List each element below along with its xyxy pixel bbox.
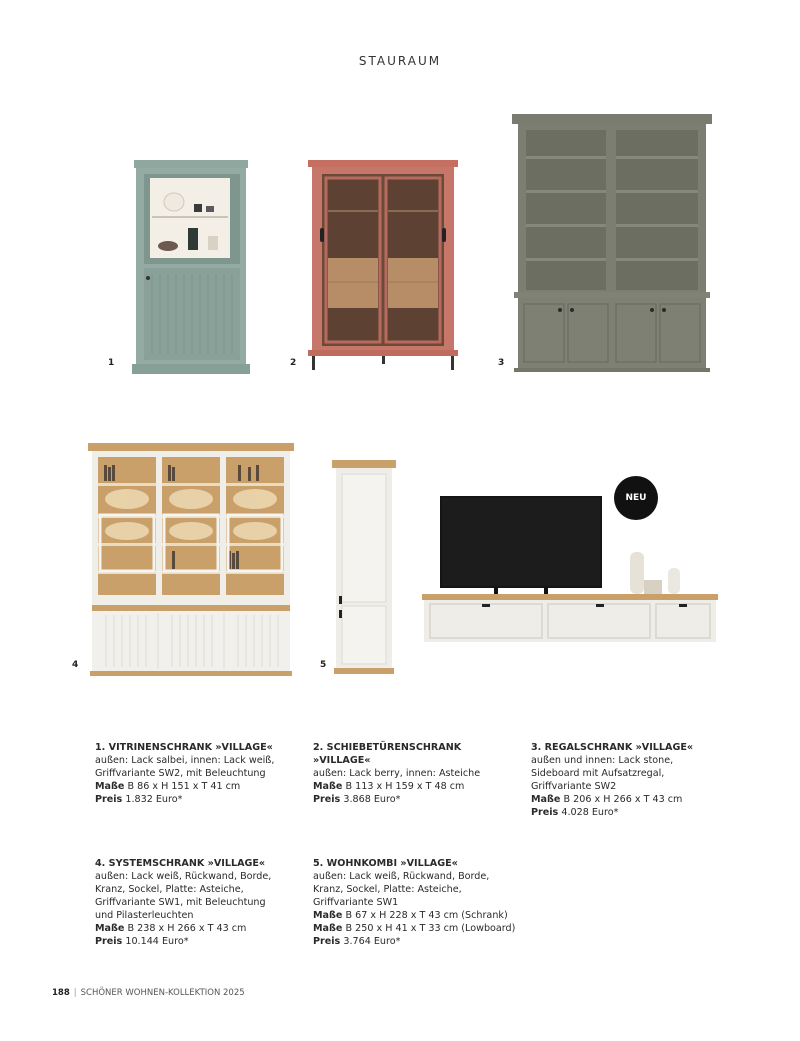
product-title: 2. SCHIEBETÜRENSCHRANK	[313, 742, 462, 753]
product-number-2: 2	[290, 358, 297, 368]
page-heading: STAURAUM	[358, 54, 442, 68]
product-detail: außen: Lack berry, innen: Asteiche	[313, 768, 481, 779]
product-title: 4. SYSTEMSCHRANK »VILLAGE«	[95, 858, 266, 869]
dimensions-value: B 238 x H 266 x T 43 cm	[127, 923, 247, 934]
product-description-4	[95, 857, 295, 948]
product-title: 3. REGALSCHRANK »VILLAGE«	[531, 742, 694, 753]
new-badge: NEU	[614, 476, 658, 520]
product-title: »VILLAGE«	[313, 755, 371, 766]
dimensions-label: Maße	[313, 910, 343, 921]
publication-title: SCHÖNER WOHNEN-KOLLEKTION 2025	[80, 988, 245, 998]
footer-separator: |	[73, 988, 77, 998]
product-description-3	[531, 741, 731, 819]
dimensions-value: B 67 x H 228 x T 43 cm (Schrank)	[345, 910, 508, 921]
product-description-5	[313, 857, 533, 948]
dimensions-value: B 113 x H 159 x T 48 cm	[345, 781, 465, 792]
price-value: 4.028 Euro*	[561, 807, 619, 818]
dimensions-label: Maße	[95, 923, 125, 934]
product-detail: Sideboard mit Aufsatzregal,	[531, 768, 665, 779]
dimensions-label: Maße	[531, 794, 561, 805]
price-value: 1.832 Euro*	[125, 794, 183, 805]
dimensions-value: B 86 x H 151 x T 41 cm	[127, 781, 241, 792]
product-title: 1. VITRINENSCHRANK »VILLAGE«	[95, 742, 273, 753]
product-detail: außen: Lack salbei, innen: Lack weiß,	[95, 755, 275, 766]
dimensions-label: Maße	[313, 923, 343, 934]
product-number-4: 4	[72, 660, 79, 670]
page-footer	[52, 988, 245, 998]
product-number-3: 3	[498, 358, 505, 368]
product-detail: Kranz, Sockel, Platte: Asteiche,	[95, 884, 244, 895]
page-number: 188	[52, 988, 70, 998]
price-label: Preis	[95, 936, 123, 947]
product-description-1	[95, 741, 295, 806]
product-detail: außen: Lack weiß, Rückwand, Borde,	[95, 871, 272, 882]
product-image-vitrinenschrank	[130, 160, 252, 376]
product-image-systemschrank	[88, 443, 294, 677]
price-label: Preis	[313, 794, 341, 805]
product-detail: Kranz, Sockel, Platte: Asteiche,	[313, 884, 462, 895]
product-detail: außen und innen: Lack stone,	[531, 755, 674, 766]
dimensions-value: B 206 x H 266 x T 43 cm	[563, 794, 683, 805]
price-value: 3.764 Euro*	[343, 936, 401, 947]
product-description-2	[313, 741, 513, 806]
price-label: Preis	[313, 936, 341, 947]
product-image-wohnkombi-schrank	[332, 460, 396, 676]
price-value: 3.868 Euro*	[343, 794, 401, 805]
product-image-schiebetuerenschrank	[306, 160, 460, 372]
product-number-1: 1	[108, 358, 115, 368]
product-detail: Griffvariante SW1, mit Beleuchtung	[95, 897, 266, 908]
dimensions-value: B 250 x H 41 x T 33 cm (Lowboard)	[345, 923, 516, 934]
product-number-5: 5	[320, 660, 327, 670]
product-title: 5. WOHNKOMBI »VILLAGE«	[313, 858, 458, 869]
product-detail: Griffvariante SW2	[531, 781, 617, 792]
dimensions-label: Maße	[313, 781, 343, 792]
product-detail: und Pilasterleuchten	[95, 910, 194, 921]
dimensions-label: Maße	[95, 781, 125, 792]
price-label: Preis	[95, 794, 123, 805]
product-image-regalschrank	[512, 114, 712, 374]
price-label: Preis	[531, 807, 559, 818]
product-detail: Griffvariante SW2, mit Beleuchtung	[95, 768, 266, 779]
product-detail: Griffvariante SW1	[313, 897, 399, 908]
price-value: 10.144 Euro*	[125, 936, 189, 947]
product-detail: außen: Lack weiß, Rückwand, Borde,	[313, 871, 490, 882]
product-image-wohnkombi-lowboard	[420, 492, 720, 644]
